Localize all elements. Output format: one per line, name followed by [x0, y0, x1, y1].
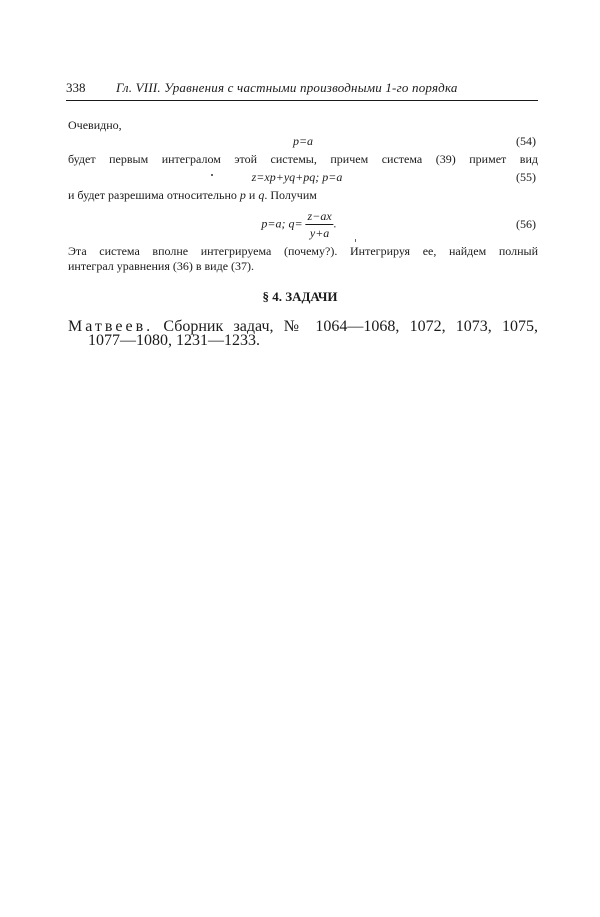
paragraph-intro: Очевидно,	[68, 118, 122, 132]
equation-number-54: (54)	[516, 134, 536, 148]
tasks-reference-line-2: 1077—1080, 1231—1233.	[88, 332, 260, 349]
section-heading: § 4. ЗАДАЧИ	[262, 289, 338, 304]
paragraph-line-5: интеграл уравнения (36) в виде (37).	[68, 259, 255, 273]
eq56-left: p=a; q=	[261, 216, 303, 231]
fraction	[306, 209, 334, 240]
reference-text: Сборник задач, № 1064—1068, 1072, 1073, 1075,	[163, 318, 538, 335]
eq56-trail: .	[333, 216, 337, 231]
equation-56	[261, 209, 336, 240]
equation-55: z=xp+yq+pq; p=a	[251, 170, 343, 184]
line3-ending: . Получим	[264, 188, 317, 202]
chapter-running-title: Гл. VIII. Уравнения с частными производными 1-го порядка	[116, 80, 458, 95]
paragraph-line-4: Эта система вполне интегрируема (почему?). Интегрируя ее, найдем полный	[68, 244, 538, 258]
fraction-numerator: z−ax	[307, 209, 332, 223]
equation-number-55: (55)	[516, 170, 536, 184]
variable-p: p	[239, 188, 246, 202]
variable-q: q	[258, 188, 265, 202]
header-rule	[66, 100, 538, 101]
equation-number-56: (56)	[516, 217, 536, 231]
conjunction-and: и	[248, 188, 256, 202]
paragraph-line-3	[68, 188, 317, 203]
stray-tick-mark	[355, 239, 356, 242]
stray-dot-mark	[211, 174, 213, 176]
line3-text: и будет разрешима относительно	[68, 188, 237, 202]
fraction-denominator: y+a	[309, 226, 330, 240]
equation-54: p=a	[292, 134, 314, 148]
paragraph-line-2: будет первым интегралом этой системы, причем система (39) примет вид	[68, 152, 538, 166]
page-number: 338	[66, 80, 86, 95]
author-name: Матвеев.	[68, 318, 154, 335]
